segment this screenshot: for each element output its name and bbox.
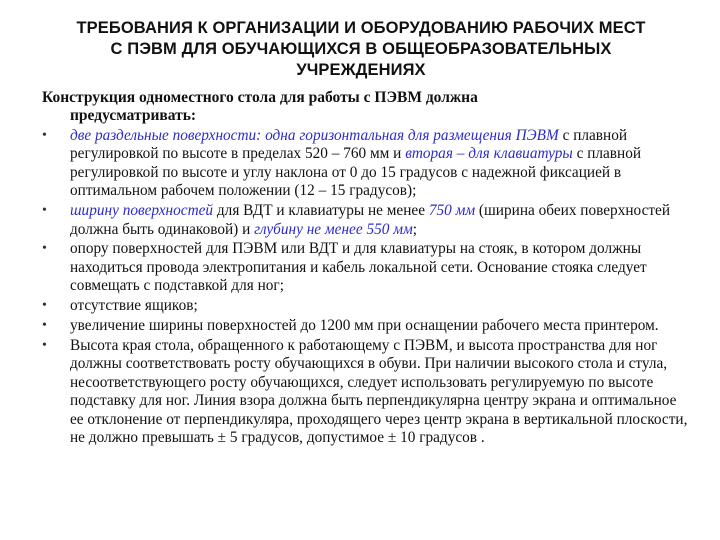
item-text: опору поверхностей для ПЭВМ или ВДТ и для клавиатуры на стояк, в котором должны находиться провода электропитания и кабель локальной сети. Основание стояка следует совмещать с подставкой для ног; <box>70 240 647 295</box>
intro-line-2: предусматривать: <box>70 107 197 124</box>
bullet-icon: • <box>42 128 47 143</box>
bullet-icon: • <box>42 203 47 219</box>
requirements-list <box>42 127 690 447</box>
list-item <box>42 202 690 239</box>
item-text: увеличение ширины поверхностей до 1200 мм при оснащении рабочего места принтером. <box>70 317 659 335</box>
bullet-icon: • <box>42 318 47 334</box>
highlight-text: ширину поверхностей <box>70 202 214 220</box>
item-text: для ВДТ и клавиатуры не менее <box>213 202 429 220</box>
intro-line-1: Конструкция одноместного стола для работы с ПЭВМ должна <box>42 89 478 106</box>
list-item <box>42 127 690 201</box>
item-text: Высота края стола, обращенного к работающему с ПЭВМ, и высота пространства для ног должны соответствовать росту обучающихся в обуви. При наличии высокого стола и стула, несоответствующего росту обучающихся, следует использовать регулируемую по высоте подставку для ног. Линия взора должна быть перпендикулярна центру экрана и оптимальное ее отклонение от перпендикуляра, проходящего через центр экрана в вертикальной плоскости, не должно превышать ± 5 градусов, допустимое ± 10 градусов . <box>70 336 688 446</box>
title-line-1: ТРЕБОВАНИЯ К ОРГАНИЗАЦИИ И ОБОРУДОВАНИЮ РАБОЧИХ МЕСТ <box>76 19 646 37</box>
list-item <box>42 317 690 335</box>
intro-text <box>42 89 690 125</box>
highlight-text: вторая – для клавиатуры <box>405 145 573 163</box>
item-text: (ширина обеих поверхностей должна быть одинаковой) и <box>70 202 671 238</box>
bullet-icon: • <box>42 337 47 353</box>
highlight-text: две раздельные поверхности: одна горизонтальная для размещения ПЭВМ <box>70 127 559 144</box>
item-text: ; <box>412 220 417 238</box>
slide-title <box>32 18 690 81</box>
list-item <box>42 297 690 315</box>
highlight-text: 750 мм <box>428 202 476 220</box>
list-item <box>42 240 690 295</box>
bullet-icon: • <box>42 241 47 257</box>
title-line-3: УЧРЕЖДЕНИЯХ <box>296 61 426 79</box>
title-line-2: С ПЭВМ ДЛЯ ОБУЧАЮЩИХСЯ В ОБЩЕОБРАЗОВАТЕЛЬНЫХ <box>110 40 612 58</box>
item-text: отсутствие ящиков; <box>70 297 198 315</box>
highlight-text: глубину не менее 550 мм <box>254 220 413 238</box>
item-text: с плавной регулировкой по высоте и углу наклона от 0 до 15 градусов с надежной фиксацией в оптимальном рабочем положении (12 – 15 градусов); <box>70 145 642 200</box>
list-item <box>42 337 690 447</box>
bullet-icon: • <box>42 298 47 314</box>
item-text: с плавной регулировкой по высоте в пределах 520 – 760 мм и <box>70 127 628 163</box>
